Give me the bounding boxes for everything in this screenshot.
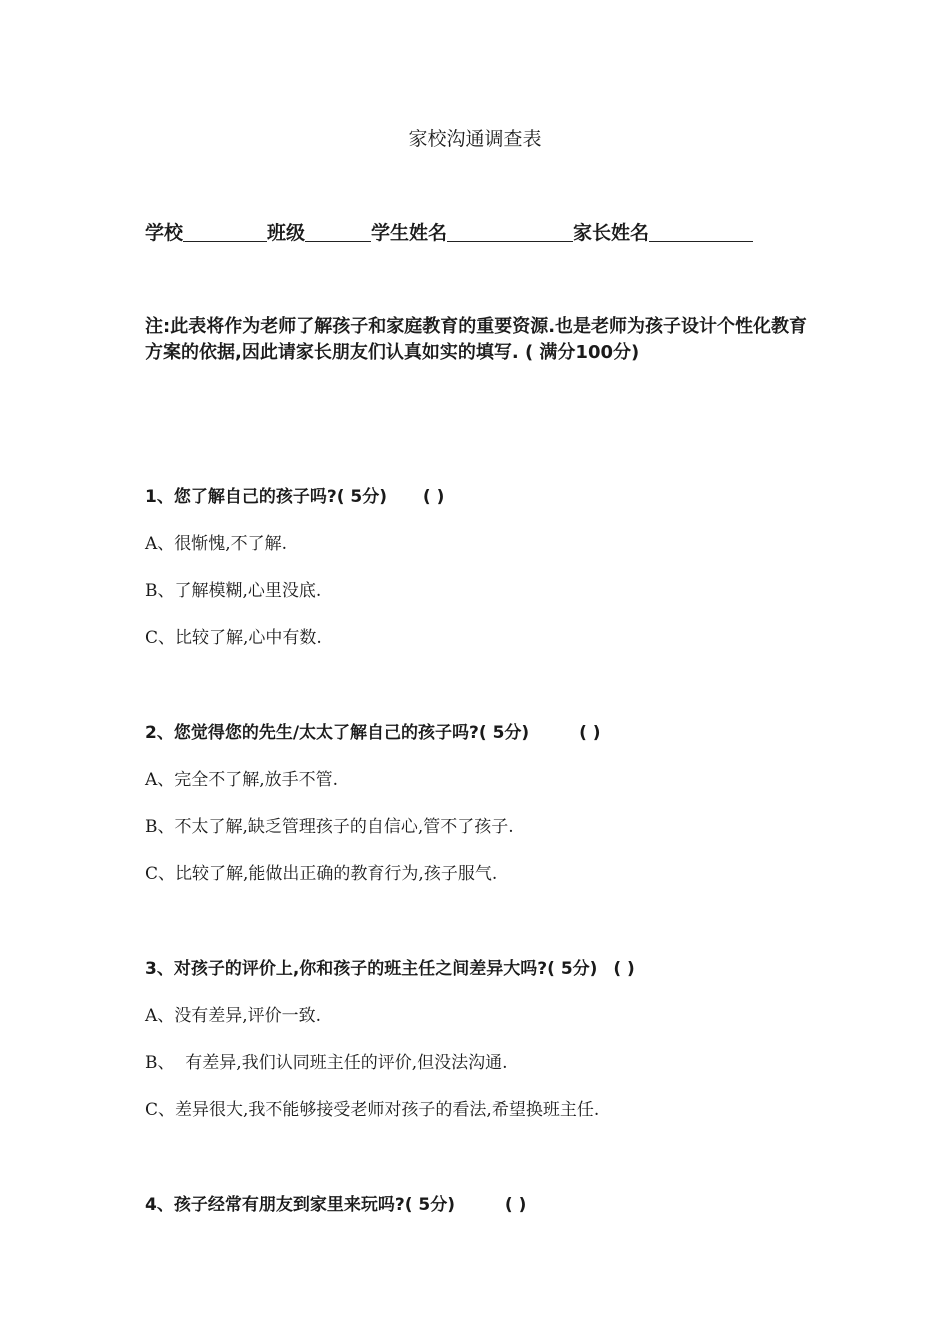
question-1-option-c: C、比较了解,心中有数. [145,628,322,648]
school-label: 学校 [145,222,184,244]
question-1-text: 1、您了解自己的孩子吗?( 5分) [145,487,387,507]
note-paragraph: 注:此表将作为老师了解孩子和家庭教育的重要资源.也是老师为孩子设计个性化教育方案的依据,因此请家长朋友们认真如实的填写. ( 满分100分) [145,316,808,363]
question-4 [145,1190,526,1215]
school-blank[interactable] [183,219,267,242]
question-1-answer-box[interactable]: ( ) [422,487,445,507]
question-1-option-b: B、了解模糊,心里没底. [145,581,322,601]
class-blank[interactable] [305,219,371,242]
student-name-blank[interactable] [447,219,573,242]
question-2 [145,718,601,743]
question-2-option-b: B、不太了解,缺乏管理孩子的自信心,管不了孩子. [145,817,514,837]
question-2-option-c: C、比较了解,能做出正确的教育行为,孩子服气. [145,864,498,884]
class-label: 班级 [267,222,306,244]
question-2-text: 2、您觉得您的先生/太太了解自己的孩子吗?( 5分) [145,723,530,743]
question-3-answer-box[interactable]: ( ) [613,959,635,979]
question-3-option-a: A、没有差异,评价一致. [145,1006,322,1026]
info-line [145,218,753,245]
question-2-answer-box[interactable]: ( ) [579,723,601,743]
student-name-label: 学生姓名 [371,222,448,244]
question-3-text: 3、对孩子的评价上,你和孩子的班主任之间差异大吗?( 5分) [145,959,598,979]
question-3 [145,954,635,979]
parent-name-label: 家长姓名 [573,222,650,244]
question-1-option-a: A、很惭愧,不了解. [145,534,288,554]
question-3-option-c: C、差异很大,我不能够接受老师对孩子的看法,希望换班主任. [145,1100,600,1120]
question-1 [145,482,444,507]
question-4-answer-box[interactable]: ( ) [504,1195,527,1215]
question-3-option-b: B、 有差异,我们认同班主任的评价,但没法沟通. [145,1053,508,1073]
document-title: 家校沟通调查表 [408,128,542,150]
parent-name-blank[interactable] [649,219,753,242]
question-2-option-a: A、完全不了解,放手不管. [145,770,339,790]
question-4-text: 4、孩子经常有朋友到家里来玩吗?( 5分) [145,1195,455,1215]
